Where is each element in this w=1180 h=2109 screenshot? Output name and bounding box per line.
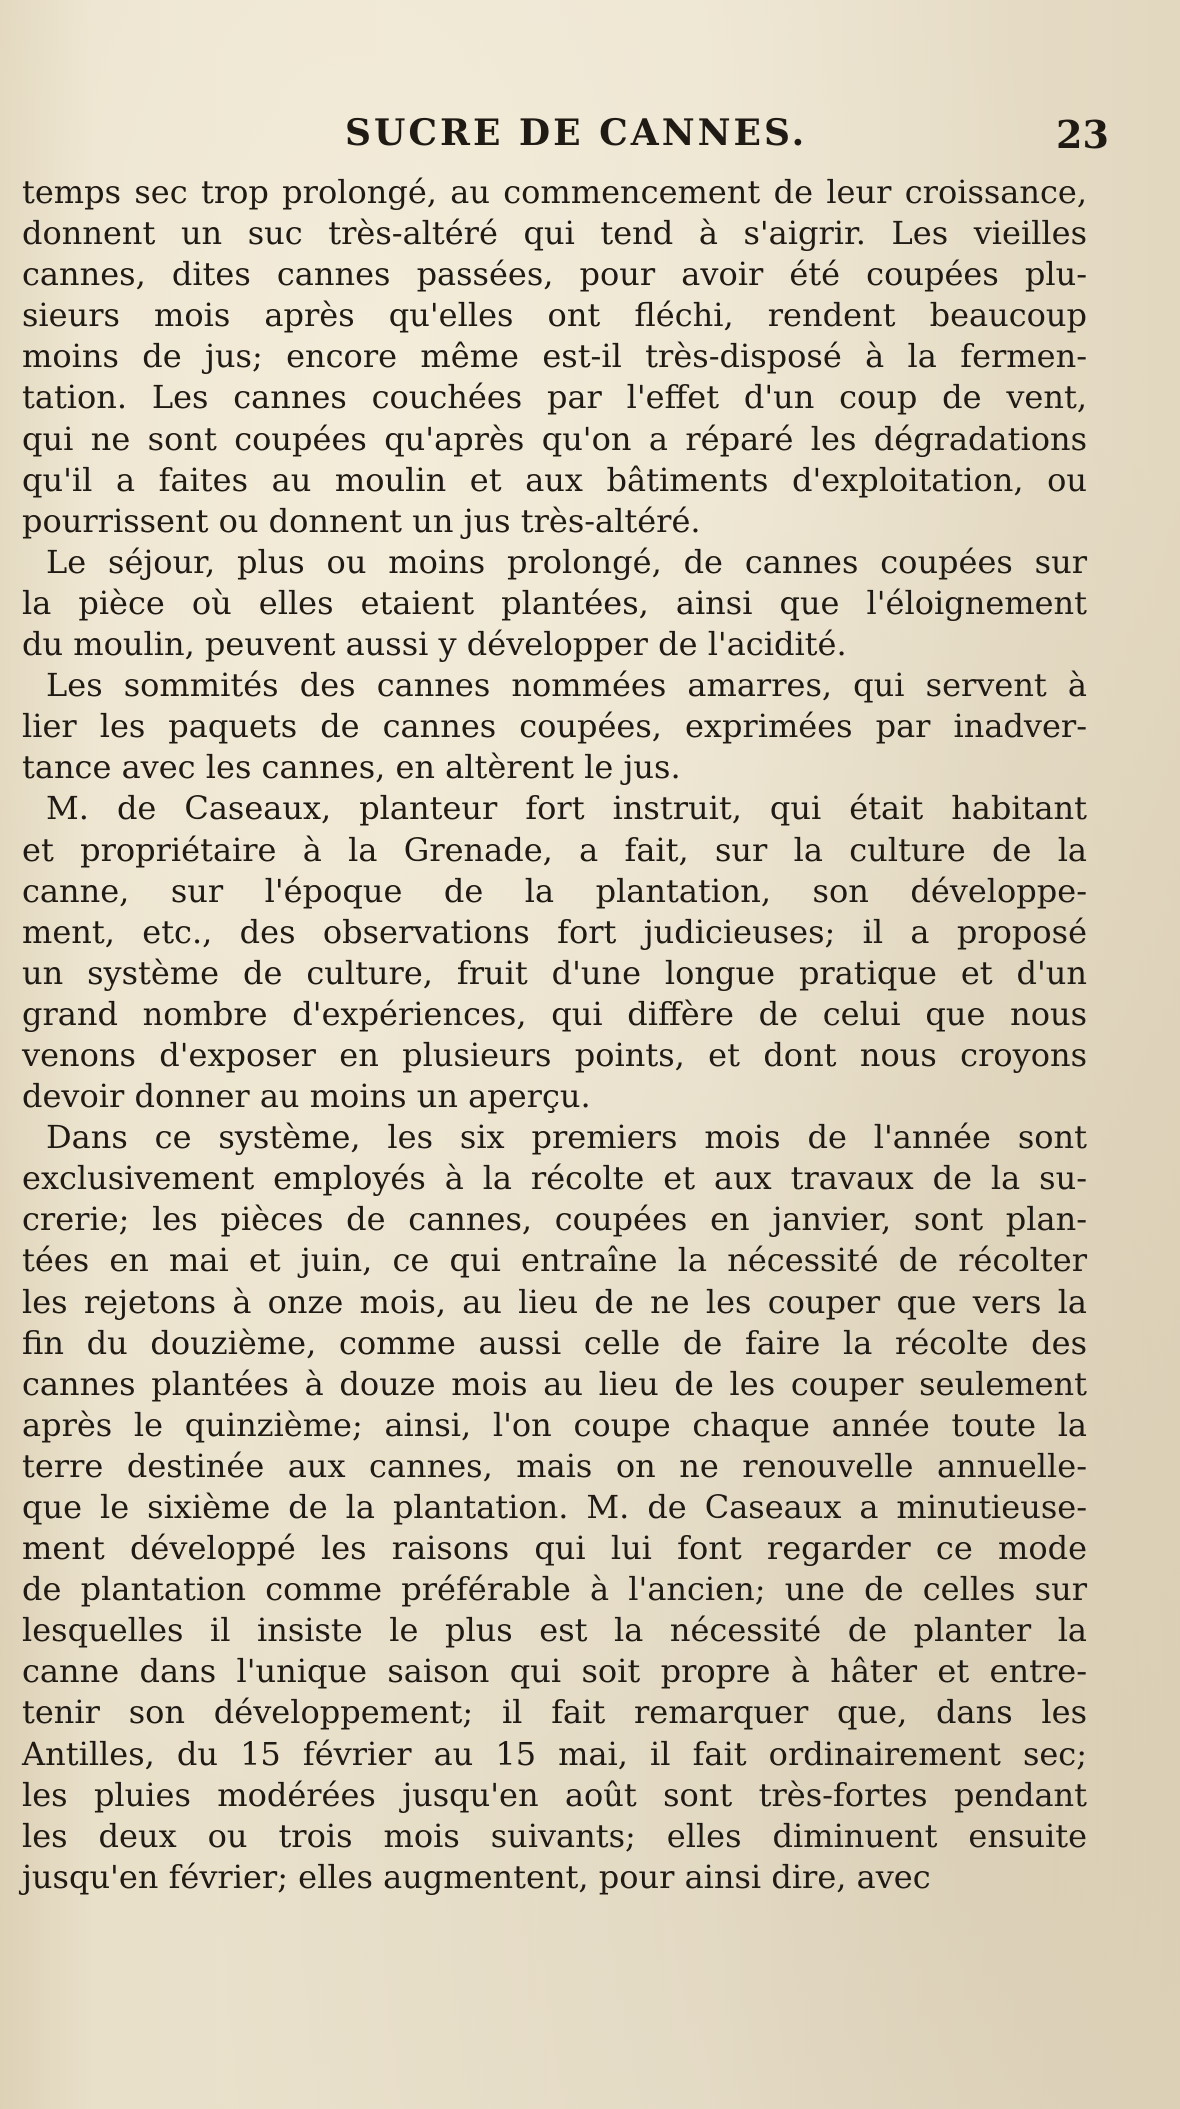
text-line: tation. Les cannes couchées par l'effet d'un coup de vent, <box>22 378 1087 417</box>
page-number: 23 <box>1056 112 1109 157</box>
text-line: Dans ce système, les six premiers mois de l'année sont <box>46 1118 1087 1157</box>
text-line: Les sommités des cannes nommées amarres, qui servent à <box>46 666 1087 705</box>
text-line: un système de culture, fruit d'une longue pratique et d'un <box>22 953 1087 992</box>
text-line: exclusivement employés à la récolte et aux travaux de la su- <box>22 1159 1087 1198</box>
paragraph <box>22 542 1087 665</box>
text-line: de plantation comme préférable à l'ancien; une de celles sur <box>22 1570 1087 1609</box>
text-line: Le séjour, plus ou moins prolongé, de cannes coupées sur <box>46 542 1087 581</box>
text-line: qui ne sont coupées qu'après qu'on a réparé les dégradations <box>22 419 1087 458</box>
text-line: canne, sur l'époque de la plantation, son développe- <box>22 871 1087 910</box>
text-line: venons d'exposer en plusieurs points, et dont nous croyons <box>22 1035 1087 1074</box>
text-line: après le quinzième; ainsi, l'on coupe chaque année toute la <box>22 1405 1087 1444</box>
text-line: les rejetons à onze mois, au lieu de ne les couper que vers la <box>22 1282 1087 1321</box>
text-line: donnent un suc très-altéré qui tend à s'aigrir. Les vieilles <box>22 214 1087 253</box>
text-line: ment développé les raisons qui lui font regarder ce mode <box>22 1529 1087 1568</box>
text-line: devoir donner au moins un aperçu. <box>22 1077 591 1116</box>
text-line: terre destinée aux cannes, mais on ne renouvelle annuelle- <box>22 1446 1087 1485</box>
text-line: du moulin, peuvent aussi y développer de l'acidité. <box>22 625 847 664</box>
text-line: et propriétaire à la Grenade, a fait, sur la culture de la <box>22 830 1087 869</box>
paragraph <box>22 1117 1087 1898</box>
running-title: SUCRE DE CANNES. <box>345 112 808 154</box>
text-line: la pièce où elles etaient plantées, ainsi que l'éloignement <box>22 583 1087 622</box>
text-line: que le sixième de la plantation. M. de Caseaux a minutieuse- <box>22 1488 1087 1526</box>
text-line: moins de jus; encore même est-il très-disposé à la fermen- <box>22 337 1087 376</box>
text-line: cannes, dites cannes passées, pour avoir été coupées plu- <box>22 255 1087 294</box>
text-line: ment, etc., des observations fort judicieuses; il a proposé <box>22 912 1087 951</box>
text-line: tées en mai et juin, ce qui entraîne la nécessité de récolter <box>22 1241 1087 1280</box>
paragraph <box>22 172 1087 542</box>
text-line: cannes plantées à douze mois au lieu de les couper seulement <box>22 1364 1087 1403</box>
text-line: jusqu'en février; elles augmentent, pour ainsi dire, avec <box>22 1857 931 1896</box>
text-line: crerie; les pièces de cannes, coupées en janvier, sont plan- <box>22 1200 1087 1239</box>
text-line: tance avec les cannes, en altèrent le jus. <box>22 748 681 787</box>
text-line: tenir son développement; il fait remarquer que, dans les <box>22 1693 1087 1732</box>
text-line: sieurs mois après qu'elles ont fléchi, rendent beaucoup <box>22 296 1087 335</box>
page-header <box>0 112 1180 160</box>
text-line: temps sec trop prolongé, au commencement de leur croissance, <box>22 173 1087 211</box>
text-line: grand nombre d'expériences, qui diffère de celui que nous <box>22 994 1087 1033</box>
text-line: Antilles, du 15 février au 15 mai, il fait ordinairement sec; <box>22 1734 1087 1773</box>
text-line: M. de Caseaux, planteur fort instruit, qui était habitant <box>46 789 1087 828</box>
text-line: lier les paquets de cannes coupées, exprimées par inadver- <box>22 707 1087 746</box>
text-line: lesquelles il insiste le plus est la nécessité de planter la <box>22 1611 1087 1650</box>
body-text <box>22 172 1087 1898</box>
text-line: les pluies modérées jusqu'en août sont très-fortes pendant <box>22 1775 1087 1814</box>
text-line: fin du douzième, comme aussi celle de faire la récolte des <box>22 1323 1087 1362</box>
text-line: canne dans l'unique saison qui soit propre à hâter et entre- <box>22 1652 1087 1691</box>
text-line: les deux ou trois mois suivants; elles diminuent ensuite <box>22 1816 1087 1855</box>
paragraph <box>22 665 1087 788</box>
text-line: pourrissent ou donnent un jus très-altéré. <box>22 501 701 540</box>
paragraph <box>22 788 1087 1117</box>
text-line: qu'il a faites au moulin et aux bâtiments d'exploitation, ou <box>22 460 1087 499</box>
